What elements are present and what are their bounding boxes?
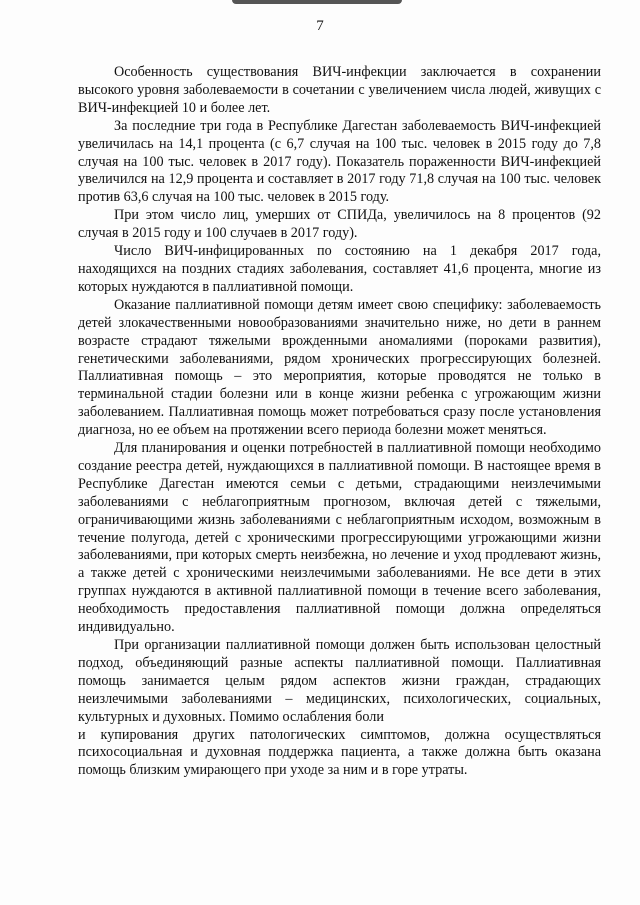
- paragraph-late-stage: Число ВИЧ-инфицированных по состоянию на 1 декабря 2017 года, находящихся на поздних стадиях заболевания, составляет 41,6 процента, многие из которых нуждаются в паллиативной помощи.: [78, 243, 601, 295]
- paragraph-holistic-approach: При организации паллиативной помощи должен быть использован целостный подход, объединяющий разные аспекты паллиативной помощи. Паллиативная помощь занимается целым рядом аспектов жизни граждан, страдающих неизлечимыми заболеваниями – медицинских, психологических, социальных, культурных и духовных. Помимо ослабления боли: [78, 637, 601, 725]
- page-number: 7: [316, 18, 324, 34]
- paragraph-holistic-approach-continued: и купирования других патологических симптомов, должна осуществляться психосоциальная и духовная поддержка пациента, а также должна быть оказана помощь близким умирающего при уходе за ним и в горе утраты.: [78, 726, 601, 779]
- paragraph-registry-planning: Для планирования и оценки потребностей в паллиативной помощи необходимо создание реестра детей, нуждающихся в паллиативной помощи. В настоящее время в Республике Дагестан имеются семьи с детьми, страдающими неизлечимыми заболеваниями с неблагоприятным прогнозом, включая детей с тяжелыми, ограничивающими жизнь заболеваниями с неблагоприятным исходом, возможным в течение полугода, детей с хроническими прогрессирующими угрожающими жизни заболеваниями, при которых смерть неизбежна, но лечение и уход продлевают жизнь, а также детей с хроническими неизлечимыми заболеваниями. Не все дети в этих группах нуждаются в активной паллиативной помощи в течение всего заболевания, необходимость предоставления паллиативной помощи должна определяться индивидуально.: [78, 440, 601, 636]
- document-body: [78, 64, 601, 780]
- scan-edge-mark: [232, 0, 402, 4]
- paragraph-children-palliative: Оказание паллиативной помощи детям имеет свою специфику: заболеваемость детей злокачественными новообразованиями значительно ниже, но дети в раннем возрасте страдают тяжелыми врожденными аномалиями (пороками развития), генетическими заболеваниями, рядом хронических прогрессирующих болезней. Паллиативная помощь – это мероприятия, которые проводятся не только в терминальной стадии болезни или в конце жизни ребенка с угрожающим жизни заболеванием. Паллиативная помощь может потребоваться сразу после установления диагноза, но ее объем на протяжении всего периода болезни может меняться.: [78, 296, 601, 439]
- paragraph-aids-deaths: При этом число лиц, умерших от СПИДа, увеличилось на 8 процентов (92 случая в 2015 году и 100 случаев в 2017 году).: [78, 207, 601, 242]
- paragraph-hiv-specifics: Особенность существования ВИЧ-инфекции заключается в сохранении высокого уровня заболеваемости в сочетании с увеличением числа людей, живущих с ВИЧ-инфекцией 10 и более лет.: [78, 64, 601, 116]
- paragraph-hiv-statistics: За последние три года в Республике Дагестан заболеваемость ВИЧ-инфекцией увеличилась на 14,1 процента (с 6,7 случая на 100 тыс. человек в 2015 году до 7,8 случая на 100 тыс. человек в 2017 году). Показатель пораженности ВИЧ-инфекцией увеличился на 12,9 процента и составляет в 2017 году 71,8 случая на 100 тыс. человек против 63,6 случая на 100 тыс. человек в 2015 году.: [78, 117, 601, 206]
